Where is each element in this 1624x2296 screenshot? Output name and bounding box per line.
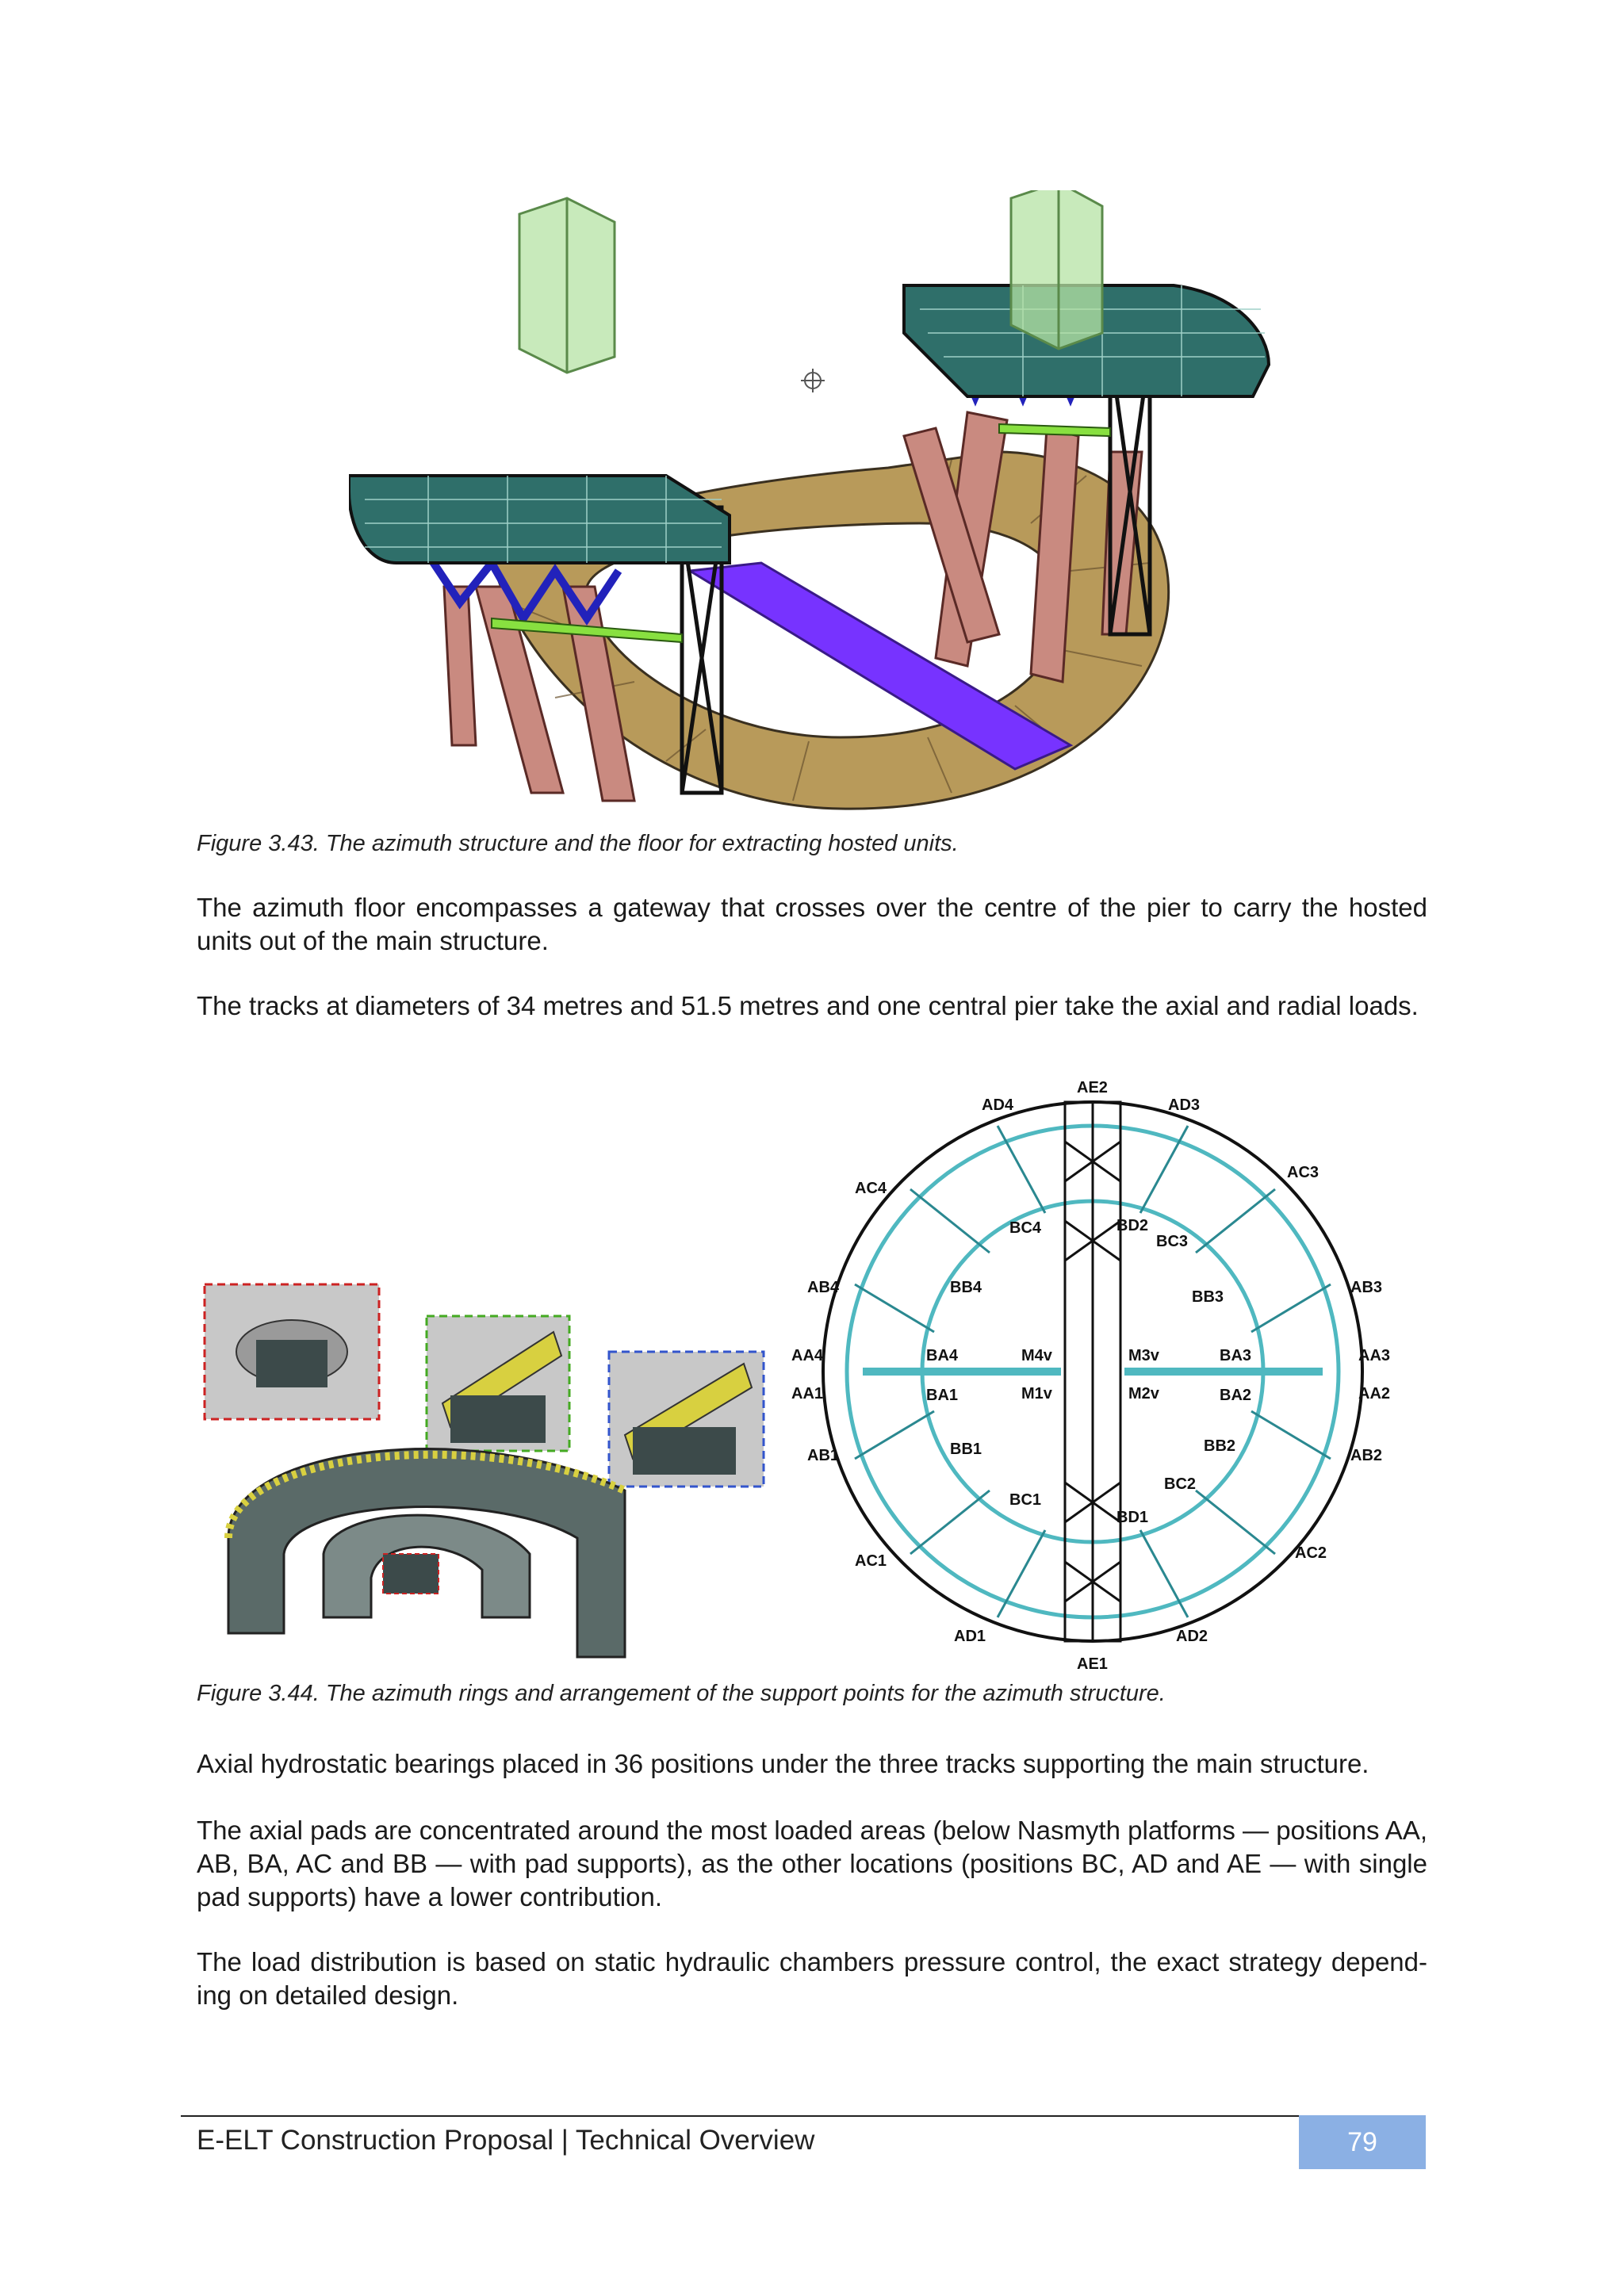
label-BC3: BC3 [1156,1233,1189,1250]
label-AC4: AC4 [855,1180,887,1197]
footer-title: E-ELT Construction Proposal | Technical Overview [197,2125,815,2156]
compass-marker-icon [801,369,825,392]
concrete-rings [228,1449,625,1657]
label-BA4: BA4 [926,1347,959,1364]
azimuth-structure-figure [349,190,1285,825]
label-AA1: AA1 [791,1385,824,1402]
label-M3v: M3v [1128,1347,1159,1364]
detail-inset-red [205,1284,379,1419]
paragraph-tracks: The tracks at diameters of 34 metres and 51.5 metres and one central pier take the axial and radial loads. [197,991,1419,1020]
azimuth-rings-figure [197,1078,1418,1681]
paragraph-bearings: Axial hydrostatic bearings placed in 36 positions under the three tracks supporting the main structure. [197,1749,1369,1778]
label-AE2: AE2 [1077,1079,1108,1096]
support-points-diagram [791,1079,1390,1673]
label-AC1: AC1 [855,1552,887,1570]
paragraph-gateway: The azimuth floor encompasses a gateway that crosses over the centre of the pier to carry the hosted units out of the main structure. [197,893,1427,955]
label-BC1: BC1 [1009,1491,1042,1509]
label-BB2: BB2 [1204,1437,1236,1455]
figure-2-caption: Figure 3.44. The azimuth rings and arrangement of the support points for the azimuth structure. [197,1681,1166,1706]
label-AA2: AA2 [1358,1385,1391,1402]
label-AD2: AD2 [1176,1628,1208,1645]
label-BC4: BC4 [1009,1219,1042,1237]
left-platform [349,476,730,563]
footer-rule [181,2115,1426,2117]
label-BB1: BB1 [950,1441,982,1458]
label-AD3: AD3 [1168,1096,1201,1114]
label-AB3: AB3 [1350,1279,1383,1296]
detail-inset-green [427,1316,569,1451]
label-AC2: AC2 [1295,1544,1327,1562]
label-BD1: BD1 [1116,1509,1149,1526]
label-M4v: M4v [1021,1347,1052,1364]
detail-inset-blue [609,1352,764,1487]
label-BB3: BB3 [1192,1288,1224,1306]
label-BB4: BB4 [950,1279,982,1296]
figure-1-caption: Figure 3.43. The azimuth structure and the floor for extracting hosted units. [197,831,959,856]
label-BD2: BD2 [1116,1217,1149,1234]
paragraph-load-distribution: The load distribution is based on static hydraulic chambers pressure control, the exact strategy depend-ing on detailed design. [197,1947,1427,2010]
label-M2v: M2v [1128,1385,1159,1402]
label-AA4: AA4 [791,1347,824,1364]
page-number: 79 [1299,2115,1426,2169]
label-BA3: BA3 [1220,1347,1252,1364]
label-AB2: AB2 [1350,1447,1383,1464]
label-AC3: AC3 [1287,1164,1320,1181]
label-AD4: AD4 [982,1096,1014,1114]
label-BC2: BC2 [1164,1475,1197,1493]
label-AB1: AB1 [807,1447,840,1464]
label-AB4: AB4 [807,1279,840,1296]
label-M1v: M1v [1021,1385,1052,1402]
label-BA2: BA2 [1220,1387,1252,1404]
label-BA1: BA1 [926,1387,959,1404]
label-AD1: AD1 [954,1628,986,1645]
label-AA3: AA3 [1358,1347,1391,1364]
paragraph-axial-pads: The axial pads are concentrated around the most loaded areas (below Nasmyth platforms — positions AA, AB, BA, AC and BB — with pad supports), as the other locations (positions BC, AD and AE — with single pad supports) have a lower contribution. [197,1816,1427,1911]
label-AE1: AE1 [1077,1655,1108,1673]
